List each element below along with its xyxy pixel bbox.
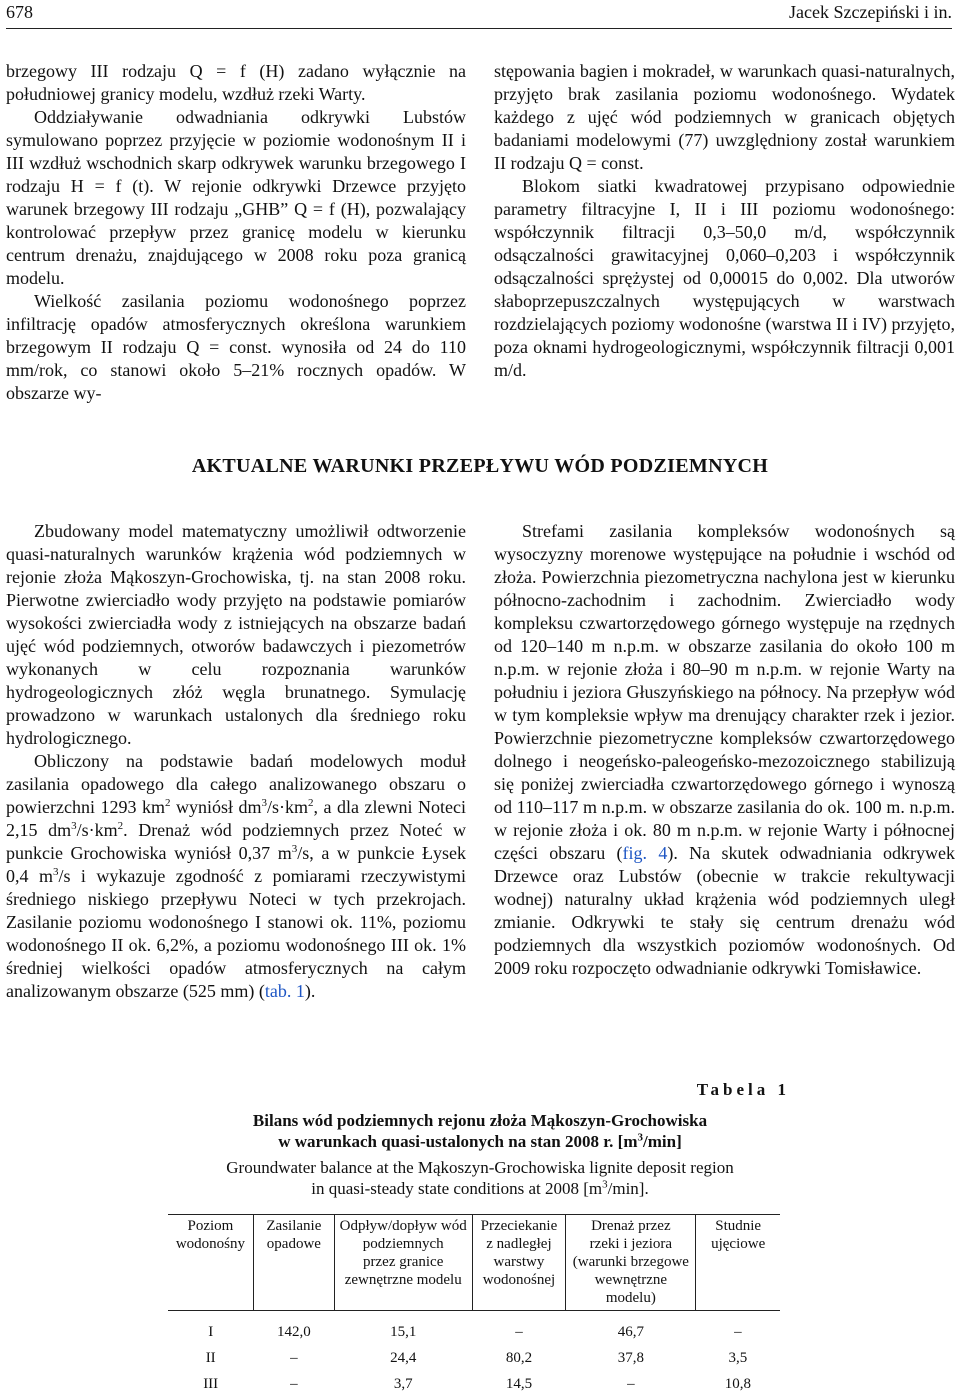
header-aquifer: Poziom wodonośny	[168, 1215, 253, 1311]
table-title-en-line-2: in quasi-steady state conditions at 2008 $[m^3/\min]$.	[311, 1178, 649, 1198]
table-title-pl-line-2: w warunkach quasi-ustalonych na stan 2008 r. $[m^3/\min]$	[278, 1131, 682, 1151]
paragraph: Strefami zasilania kompleksów wodonośnych są wysoczyzny morenowe występujące na południe i wschód od złoża. Powierzchnia piezometryczna nachylona jest w kierunku północno-zachodnim i zachodnim. Zwierciadło wody kompleksu czwartorzędowego górnego występuje na rzędnych od 120–140 m n.p.m. w obszarze zasilania do około 100 m n.p.m. w rejonie złoża i 80–90 m n.p.m. w rejonie Warty na południu i jeziora Głuszyńskiego na północy. Na przepływ wód w tym kompleksie wpływ ma drenujący charakter rzek i jezior. Powierzchnie piezometryczne kompleksów czwartorzędowego dolnego i neogeńsko-paleogeńsko-mezozoicznego stabilizują się poniżej zwierciadła czwartorzędowego górnego i wynoszą od 110–117 m n.p.m. w obszarze zasilania do ok. 100 m. n.p.m. w rejonie złoża i ok. 80 m n.p.m. w rejonie Warty i północnej części obszaru (fig. 4). Na skutek odwadniania odkrywek Drzewce oraz Lubstów (obecnie w trakcie rekultywacji wodnej) naturalny układ krążenia wód podziemnych uległ zmianie. Odkrywki te stały się centrum drenażu wód podziemnych dla wszystkich poziomów wodonośnych. Od 2009 roku rozpoczęto odwadnianie odkrywki Tomisławice.	[494, 521, 956, 978]
table-cell: –	[290, 1376, 298, 1392]
paragraph: Blokom siatki kwadratowej przypisano odpowiednie parametry filtracyjne I, II i III poziomu wodonośnego: współczynnik filtracji 0,3–50,0 m/d, współczynnik odsączalności grawitacyjnej 0,060–0,203 i współczynnik odsączalności sprężystej od 0,00015 do 0,002. Dla utworów słaboprzepuszczalnych występujących w warstwach rozdzielających poziomy wodonośne (warstwa II i IV) przyjęto, poza oknami hydrogeologicznymi, współczynnik filtracji 0,001 m/d.	[494, 176, 955, 380]
table-cell: II	[205, 1350, 216, 1366]
table-row	[168, 1311, 780, 1346]
table-cell: III	[203, 1376, 219, 1392]
table-title-pl-line-1: Bilans wód podziemnych rejonu złoża Mąkoszyn-Grochowiska	[252, 1111, 708, 1130]
table-cell: 24,4	[390, 1350, 417, 1366]
table-cell: 14,5	[505, 1376, 533, 1392]
header-precipitation-recharge: Zasilanie opadowe	[253, 1215, 334, 1311]
paragraph: brzegowy III rodzaju Q = f (H) zadano wyłącznie na południowej granicy modelu, wzdłuż rzeki Warty.	[6, 61, 466, 104]
header-boundary-flow: Odpływ/dopływ wód podziemnych przez granice zewnętrzne modelu	[334, 1215, 472, 1311]
table-cell: –	[627, 1376, 635, 1392]
page-number: 678	[6, 2, 33, 22]
paragraph: Zbudowany model matematyczny umożliwił odtworzenie quasi-naturalnych warunków krążenia wód podziemnych w rejonie złoża Mąkoszyn-Grochowiska, tj. na stan 2008 roku. Pierwotne zwierciadło wody przyjęto na podstawie pomiarów wysokości zwierciadła wody z istniejących na obszarze badań ujęć wód podziemnych, otworów badawczych i piezometrów wykonanych w celu rozpoznania warunków hydrogeologicznych złóż węgla brunatnego. Symulację prowadzono w warunkach ustalonych dla średniego roku hydrologicznego.	[6, 521, 466, 748]
running-header	[6, 0, 952, 30]
table-title-en-line-1: Groundwater balance at the Mąkoszyn-Grochowiska lignite deposit region	[226, 1158, 734, 1177]
table-cell: 15,1	[390, 1324, 417, 1340]
top-right-column	[494, 60, 955, 382]
table-cell: 3,5	[728, 1350, 748, 1366]
table-row	[168, 1345, 780, 1371]
table-1-link[interactable]: tab. 1	[264, 981, 305, 1001]
paragraph: Wielkość zasilania poziomu wodonośnego poprzez infiltrację opadów atmosferycznych określona warunkiem brzegowym II rodzaju Q = const. wynosiła od 24 do 110 mm/rok, co stanowi około 5–21% rocznych opadów. W obszarze wy-	[6, 291, 466, 403]
paragraph: stępowania bagien i mokradeł, w warunkach quasi-naturalnych, przyjęto brak zasilania poziomu wodonośnego. Wydatek każdego z ujęć wód podziemnych w granicach objętych badaniami modelowymi (77) uwzględniony został warunkiem II rodzaju Q = const.	[494, 61, 955, 173]
top-left-column	[6, 60, 466, 405]
running-authors: Jacek Szczepiński i in.	[789, 2, 952, 22]
groundwater-balance-table	[168, 1214, 780, 1397]
table-cell: –	[734, 1324, 742, 1340]
table-cell: 46,7	[617, 1324, 644, 1340]
figure-4-link[interactable]: fig. 4	[622, 843, 668, 863]
paragraph: Oddziaływanie odwadniania odkrywki Lubstów symulowano poprzez przyjęcie w poziomie wodonośnym II i III wzdłuż wschodnich skarp odkrywek warunku brzegowego I rodzaju H = f (t). W rejonie odkrywki Drzewce przyjęto warunek brzegowy III rodzaju „GHB” Q = f (H), pozwalający kontrolować przepływ przez granicę modelu w kierunku centrum drenażu, znajdującego w 2008 roku poza granicą modelu.	[6, 107, 466, 288]
bottom-right-column	[494, 520, 955, 980]
section-title: AKTUALNE WARUNKI PRZEPŁYWU WÓD PODZIEMNYCH	[191, 455, 769, 477]
header-rule	[6, 28, 952, 29]
header-leakage: Przeciekanie z nadległej warstwy wodonośnej	[472, 1215, 566, 1311]
table-cell: 10,8	[724, 1376, 752, 1392]
table-cell: 80,2	[505, 1350, 533, 1366]
table-cell: –	[515, 1324, 523, 1340]
table-cell: 3,7	[393, 1376, 413, 1392]
table-row	[168, 1371, 780, 1397]
table-header-row	[168, 1215, 780, 1311]
paragraph: Obliczony na podstawie badań modelowych moduł zasilania opadowego dla całego analizowanego obszaru o powierzchni 1293 $km^2$ wyniósł $dm^3/s\cdot km^2$, a dla zlewni Noteci 2,15 $dm^3/s\cdot km^2$. Drenaż wód podziemnych przez Noteć w punkcie Grochowiska wyniósł 0,37 $m^3/s$, a w punkcie Łysek 0,4 $m^3/s$ i wykazuje zgodność z pomiarami rzeczywistymi średniego niskiego przepływu Noteci w tych przekrojach. Zasilanie poziomu wodonośnego I stanowi ok. 11%, poziomu wodonośnego II ok. 6,2%, a poziomu wodonośnego III ok. 1% średniej wielkości opadów atmosferycznych na całym analizowanym obszarze (525 mm) (tab. 1).	[6, 751, 466, 1001]
table-cell: –	[290, 1350, 298, 1366]
header-drainage: Drenaż przez rzeki i jeziora (warunki brzegowe wewnętrzne modelu)	[566, 1215, 696, 1311]
bottom-left-column	[6, 520, 466, 1003]
table-label: Tabela 1	[696, 1080, 790, 1099]
header-wells: Studnie ujęciowe	[696, 1215, 780, 1311]
table-cell: 142,0	[277, 1324, 311, 1340]
table-cell: 37,8	[617, 1350, 644, 1366]
table-cell: I	[208, 1324, 214, 1340]
